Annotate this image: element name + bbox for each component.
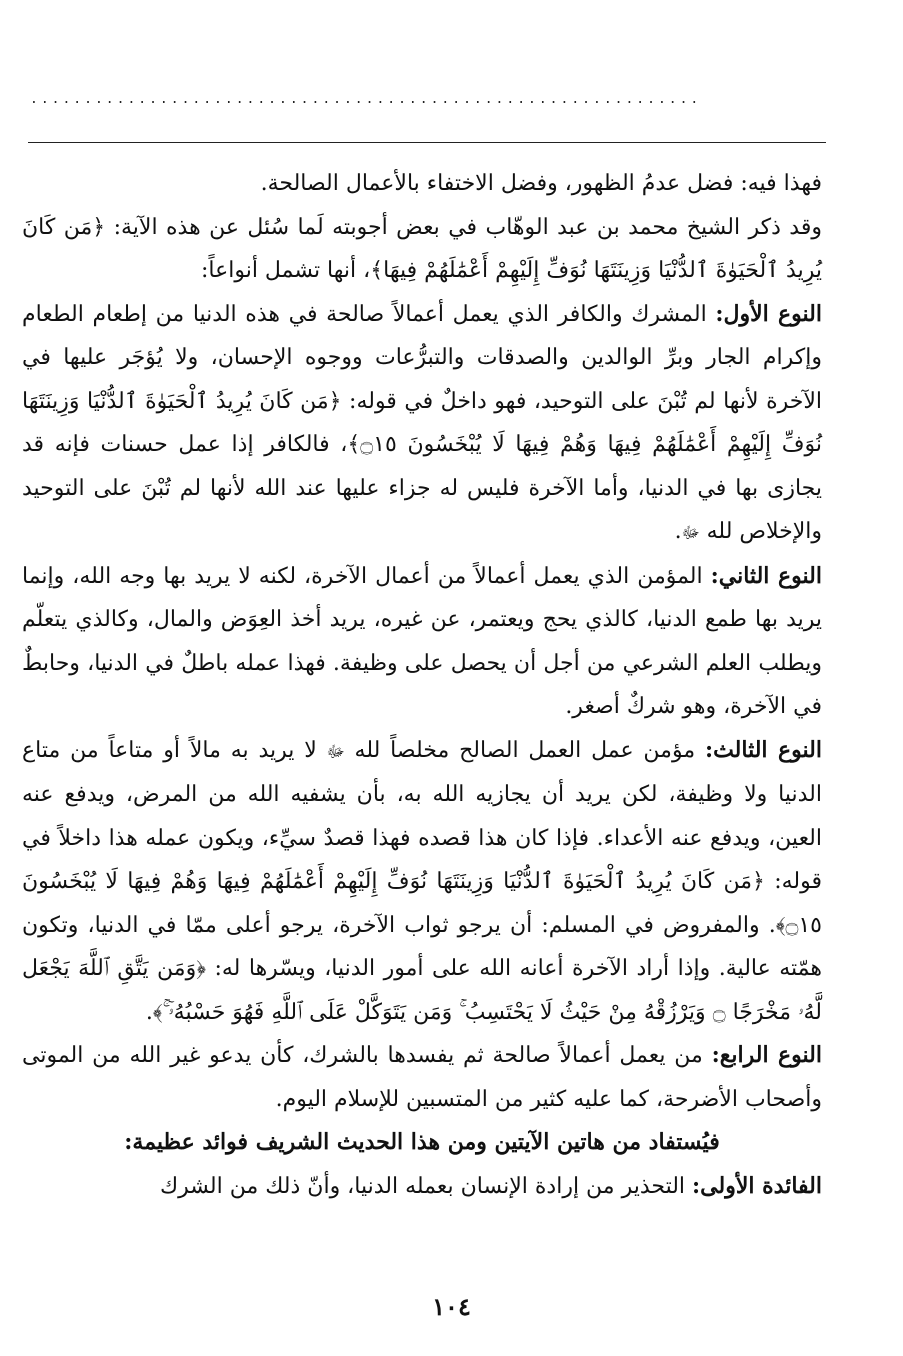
paragraph-text: المشرك والكافر الذي يعمل أعمالاً صالحة في هذه الدنيا من إطعام الطعام وإكرام الجار وبرِّ الوالدين والصدقات والتبرُّعات ووجوه الإحسان، ولا يُؤجَر عليها في الآخرة لأنها لم تُبْنَ على التوحيد، فهو داخلٌ في قوله:: [22, 301, 822, 414]
honorific-glyph: ﷻ: [326, 741, 345, 761]
paragraph-text: . والمفروض في المسلم: أن يرجو ثواب الآخرة، يرجو أعلى ممّا في الدنيا، وتكون همّته عالية. وإذا أراد الآخرة أعانه الله على أمور الدنيا، ويسّرها له:: [22, 912, 822, 981]
paragraph-type-1: [22, 293, 822, 555]
paragraph-text: مؤمن عمل العمل الصالح مخلصاً لله: [344, 737, 705, 763]
type-2-label: النوع الثاني:: [710, 562, 822, 589]
type-4-label: النوع الرابع:: [711, 1042, 822, 1068]
paragraph-benefit-1: [22, 1165, 822, 1209]
paragraph-type-2: [22, 555, 822, 729]
quran-verse: ﴿وَمَن يَتَّقِ ٱللَّهَ يَجْعَل لَّهُۥ مَخْرَجًا ۝ وَيَرْزُقْهُ مِنْ حَيْثُ لَا يَحْتَسِبُ ۚ وَمَن يَتَوَكَّلْ عَلَى ٱللَّهِ فَهُوَ حَسْبُهُۥٓ ۚ﴾: [22, 956, 822, 1025]
paragraph-text: المؤمن الذي يعمل أعمالاً من أعمال الآخرة، لكنه لا يريد بها وجه الله، وإنما يريد بها طمع الدنيا، كالذي يحج ويعتمر، عن غيره، يريد أخذ العِوَض والمال، وكالذي يتعلّم ويطلب العلم الشرعي من أجل أن يحصل على وظيفة. فهذا عمله باطلٌ في الدنيا، وحابطٌ في الآخرة، وهو شركٌ أصغر.: [22, 563, 822, 719]
type-1-label: النوع الأول:: [715, 300, 822, 327]
paragraph-text: التحذير من إرادة الإنسان بعمله الدنيا، وأنّ ذلك من الشرك: [160, 1173, 693, 1199]
paragraph-text: .: [145, 999, 153, 1025]
type-3-label: النوع الثالث:: [704, 736, 822, 763]
paragraph-text: لا يريد به مالاً أو متاعاً من متاع الدنيا ولا وظيفة، لكن يريد أن يجازيه الله به، بأن يشفيه الله من المرض، ويدفع عنه العين، ويدفع عنه الأعداء. فإذا كان هذا قصده فهذا قصدٌ سيِّء، ويكون عمله هذا داخلاً في قوله:: [22, 737, 822, 894]
quran-verse: ﴿مَن كَانَ يُرِيدُ ٱلْحَيَوٰةَ ٱلدُّنْيَا وَزِينَتَهَا نُوَفِّ إِلَيْهِمْ أَعْمَٰلَهُمْ فِيهَا وَهُمْ فِيهَا لَا يُبْخَسُونَ ۝١٥﴾: [22, 869, 822, 938]
paragraph-type-4: [22, 1034, 822, 1121]
header-rule: [28, 142, 826, 143]
page-body: [22, 162, 822, 1208]
paragraph-intro: فهذا فيه: فضل عدمُ الظهور، وفضل الاختفاء بالأعمال الصالحة.: [260, 171, 822, 196]
quran-verse: ﴿مَن كَانَ يُرِيدُ ٱلْحَيَوٰةَ ٱلدُّنْيَا وَزِينَتَهَا نُوَفِّ إِلَيْهِمْ أَعْمَٰلَهُمْ فِيهَا وَهُمْ فِيهَا لَا يُبْخَسُونَ ۝١٥﴾: [22, 388, 823, 457]
paragraph-type-3: [22, 729, 822, 1035]
header-dotted-line: ..............................................................: [30, 92, 702, 107]
paragraph-text: ، فالكافر إذا عمل حسنات فإنه قد يجازى بها في الدنيا، وأما الآخرة فليس له جزاء عليها عند الله لأنها لم تُبْنَ على التوحيد والإخلاص لله: [22, 432, 822, 544]
honorific-glyph: ﷻ: [681, 523, 700, 542]
paragraph-text: .: [674, 519, 682, 544]
paragraph-text: ، أنها تشمل أنواعاً:: [200, 258, 371, 283]
paragraph-text: من يعمل أعمالاً صالحة ثم يفسدها بالشرك، كأن يدعو غير الله من الموتى وأصحاب الأضرحة، كما عليه كثير من المتسبين للإسلام اليوم.: [22, 1043, 822, 1112]
paragraph-sheikh-answer: [22, 206, 822, 293]
page-number: ١٠٤: [432, 1292, 471, 1321]
quran-verse: ﴿مَن كَانَ يُرِيدُ ٱلْحَيَوٰةَ ٱلدُّنْيَا وَزِينَتَهَا نُوَفِّ إِلَيْهِمْ أَعْمَٰلَهُمْ فِيهَا﴾: [22, 214, 822, 283]
paragraph-text: وقد ذكر الشيخ محمد بن عبد الوهّاب في بعض أجوبته لَما سُئل عن هذه الآية:: [105, 214, 822, 240]
benefits-subheading: فيُستفاد من هاتين الآيتين ومن هذا الحديث الشريف فوائد عظيمة:: [124, 1129, 720, 1155]
benefit-1-label: الفائدة الأولى:: [692, 1172, 822, 1199]
